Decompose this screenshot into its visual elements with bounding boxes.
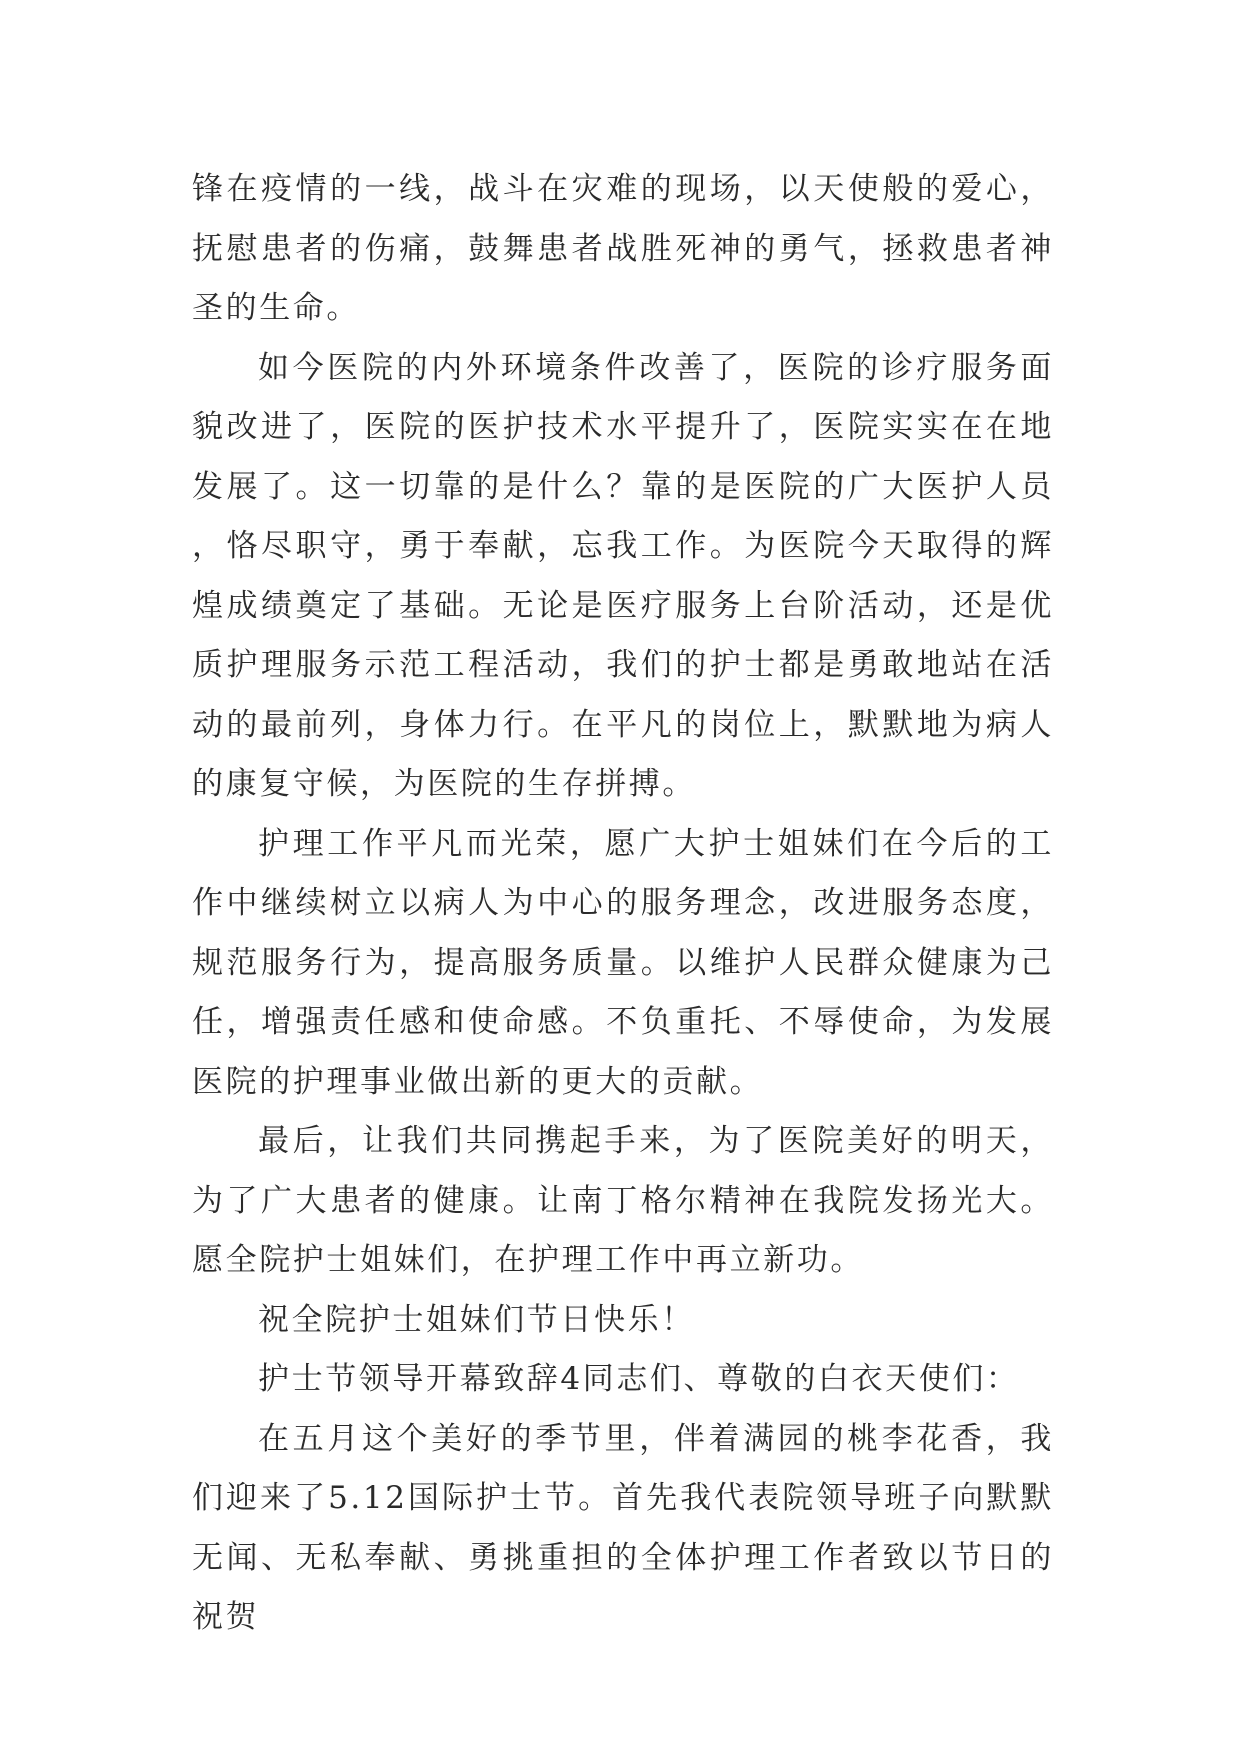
- paragraph-6: 护士节领导开幕致辞4同志们、尊敬的白衣天使们：: [258, 1361, 1020, 1397]
- paragraph-2: 如今医院的内外环境条件改善了，医院的诊疗服务面貌改进了，医院的医护技术水平提升了，医院实实在在地发展了。这一切靠的是什么？靠的是医院的广大医护人员，恪尽职守，勇于奉献，忘我工作。为医院今天取得的辉煌成绩奠定了基础。无论是医疗服务上台阶活动，还是优质护理服务示范工程活动，我们的护士都是勇敢地站在活动的最前列，身体力行。在平凡的岗位上，默默地为病人的康复守候，为医院的生存拼搏。: [192, 349, 1054, 802]
- paragraph-3: 护理工作平凡而光荣，愿广大护士姐妹们在今后的工作中继续树立以病人为中心的服务理念，改进服务态度，规范服务行为，提高服务质量。以维护人民群众健康为己任，增强责任感和使命感。不负重托、不辱使命，为发展医院的护理事业做出新的更大的贡献。: [192, 825, 1054, 1100]
- paragraph-4: 最后，让我们共同携起手来，为了医院美好的明天，为了广大患者的健康。让南丁格尔精神在我院发扬光大。愿全院护士姐妹们，在护理工作中再立新功。: [192, 1123, 1054, 1278]
- document-body: [192, 160, 1054, 1648]
- paragraph-7: 在五月这个美好的季节里，伴着满园的桃李花香，我们迎来了5.12国际护士节。首先我代表院领导班子向默默无闻、无私奉献、勇挑重担的全体护理工作者致以节日的祝贺: [192, 1420, 1054, 1635]
- paragraph-1: 锋在疫情的一线，战斗在灾难的现场，以天使般的爱心，抚慰患者的伤痛，鼓舞患者战胜死神的勇气，拯救患者神圣的生命。: [192, 171, 1054, 326]
- paragraph-5: 祝全院护士姐妹们节日快乐！: [258, 1301, 695, 1338]
